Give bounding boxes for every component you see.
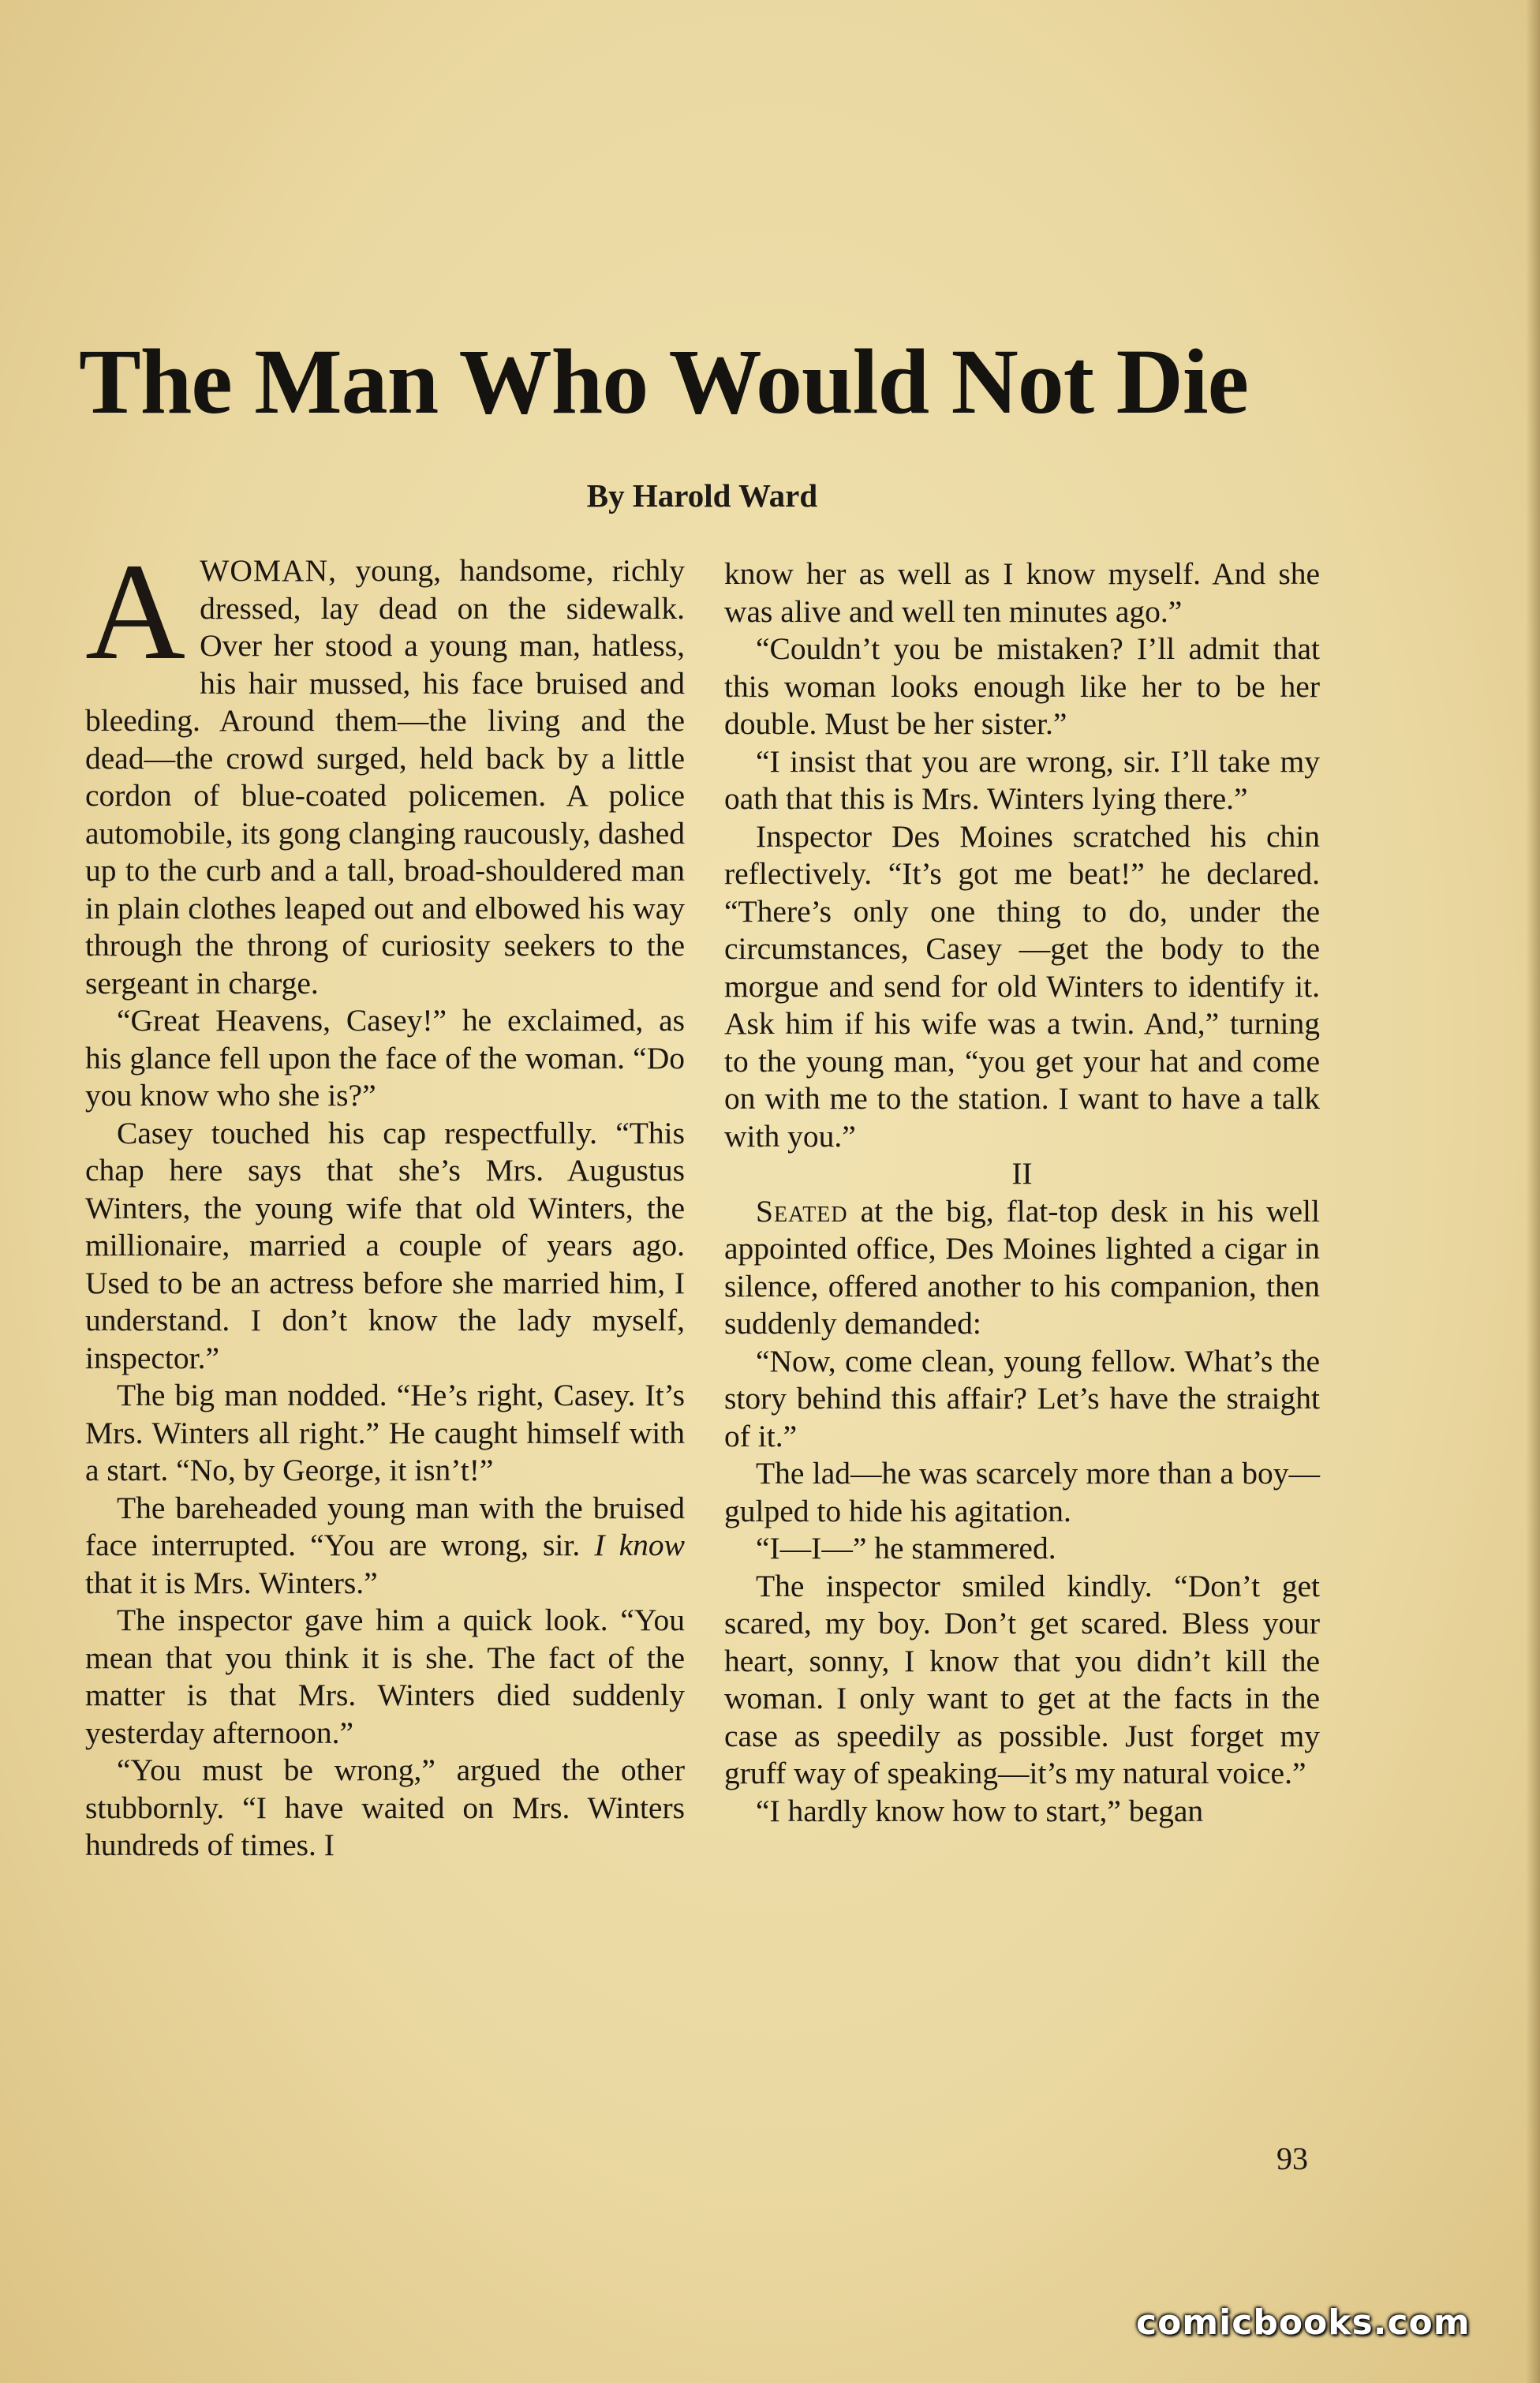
paragraph-text: at the big, flat-top desk in his well appointed office, Des Moines lighted a cigar in silence, offered another to his companion, then suddenly demanded: xyxy=(724,1193,1320,1341)
paragraph: The big man nodded. “He’s right, Casey. It’s Mrs. Winters all right.” He caught himself with a start. “No, by George, it isn’t!” xyxy=(85,1378,685,1487)
emphasis-text: I know xyxy=(594,1528,685,1562)
paragraph xyxy=(85,1490,685,1603)
drop-cap: A xyxy=(85,535,186,689)
paragraph: The lad—he was scarcely more than a boy—gulped to hide his agitation. xyxy=(724,1456,1320,1528)
right-column xyxy=(724,556,1320,1830)
section-opening-paragraph xyxy=(724,1193,1320,1343)
paragraph: “I hardly know how to start,” began xyxy=(756,1793,1204,1828)
paragraph: “You must be wrong,” argued the other stubbornly. “I have waited on Mrs. Winters hundreds of times. I xyxy=(85,1753,685,1862)
paragraph: “I—I—” he stammered. xyxy=(756,1531,1056,1566)
paragraph: Casey touched his cap respectfully. “This chap here says that she’s Mrs. Augustus Winters, the young wife that old Winters, the millionaire, married a couple of years ago. Used to be an actress before she married him, I understand. I don’t know the lady myself, inspector.” xyxy=(85,1115,685,1375)
paragraph: “Now, come clean, young fellow. What’s the story behind this affair? Let’s have the straight of it.” xyxy=(724,1343,1320,1453)
section-opening-word: Seated xyxy=(756,1193,848,1229)
paragraph: “Great Heavens, Casey!” he exclaimed, as his glance fell upon the face of the woman. “Do you know who she is?” xyxy=(85,1003,685,1113)
opening-text: young, handsome, richly dressed, lay dead on the sidewalk. Over her stood a young man, hatless, his hair mussed, his face bruised and bleeding. Around them—the living and the dead—the crowd surged, held back by a little cordon of blue-coated policemen. A police automobile, its gong clanging raucously, dashed up to the curb and a tall, broad-shouldered man in plain clothes leaped out and elbowed his way through the throng of curiosity seekers to the sergeant in charge. xyxy=(85,553,685,1001)
paragraph: “I insist that you are wrong, sir. I’ll take my oath that this is Mrs. Winters lying there.” xyxy=(724,743,1320,816)
story-title: The Man Who Would Not Die xyxy=(79,330,1248,433)
paragraph-text: The bareheaded young man with the bruised face interrupted. “You are wrong, sir. xyxy=(85,1490,685,1562)
section-number: II xyxy=(1011,1157,1033,1191)
continued-paragraph: know her as well as I know myself. And she was alive and well ten minutes ago.” xyxy=(724,556,1320,629)
paragraph: “Couldn’t you be mistaken? I’ll admit that this woman looks enough like her to be her double. Must be her sister.” xyxy=(724,631,1320,741)
paragraph-text: that it is Mrs. Winters.” xyxy=(85,1565,378,1600)
byline: By Harold Ward xyxy=(586,477,818,514)
page-edge-shadow xyxy=(1526,0,1540,2383)
opening-word: WOMAN, xyxy=(200,553,337,588)
paragraph: The inspector smiled kindly. “Don’t get scared, my boy. Don’t get scared. Bless your heart, sonny, I know that you didn’t kill the woman. I only want to get at the facts in the case as speedily as possible. Just forget my gruff way of speaking—it’s my natural voice.” xyxy=(724,1568,1320,1790)
opening-paragraph xyxy=(85,535,685,1002)
left-column xyxy=(85,535,685,1865)
paragraph: Inspector Des Moines scratched his chin reflectively. “It’s got me beat!” he declared. “There’s only one thing to do, under the circumstances, Casey —get the body to the morgue and send for old Winters to identify it. Ask him if his wife was a twin. And,” turning to the young man, “you get your hat and come on with me to the station. I want to have a talk with you.” xyxy=(724,818,1320,1154)
paragraph: The inspector gave him a quick look. “You mean that you think it is she. The fact of the matter is that Mrs. Winters died suddenly yesterday afternoon.” xyxy=(85,1603,685,1750)
source-watermark: comicbooks.com xyxy=(1136,2303,1471,2343)
page-number: 93 xyxy=(1276,2141,1308,2176)
